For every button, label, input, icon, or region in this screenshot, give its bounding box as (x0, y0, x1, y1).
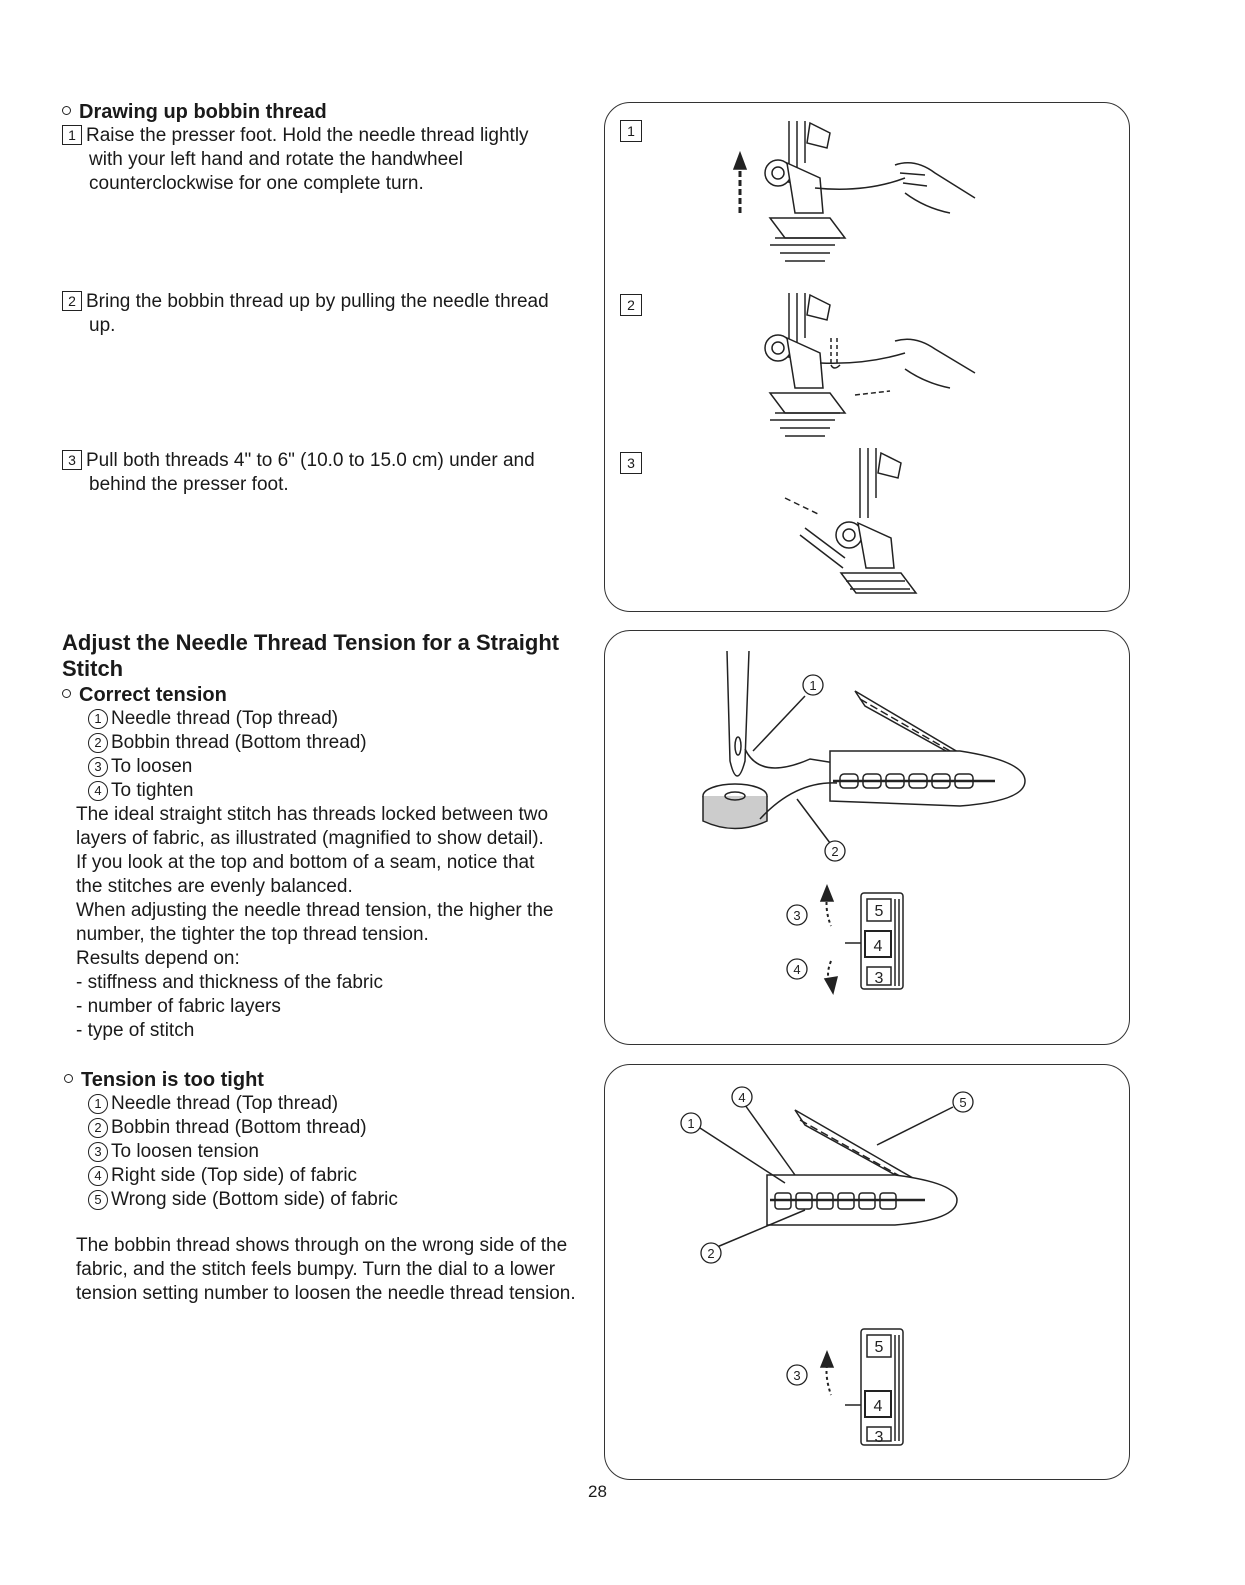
legend-text: To loosen tension (111, 1141, 259, 1162)
step-1-number: 1 (62, 125, 82, 145)
callout-4-label: 4 (738, 1090, 746, 1105)
callout-4-label: 4 (793, 962, 801, 977)
bullet-icon (62, 689, 71, 698)
callout-number: 4 (88, 781, 108, 801)
paragraph-line: The ideal straight stitch has threads locked between two (76, 804, 549, 825)
tension-heading-line: Stitch (62, 656, 124, 681)
callout-number: 5 (88, 1190, 108, 1210)
callout-number: 1 (88, 709, 108, 729)
paragraph-line: Results depend on: (76, 948, 240, 969)
bullet-icon (62, 106, 71, 115)
bobbin-illustration (703, 784, 767, 829)
legend-item (88, 1164, 398, 1188)
paragraph-line: layers of fabric, as illustrated (magnified to show detail). (76, 828, 544, 849)
tight-tension-heading (64, 1068, 264, 1092)
step-3-line: behind the presser foot. (89, 474, 289, 495)
correct-tension-illustration (605, 631, 1129, 1044)
legend-text: To loosen (111, 756, 193, 777)
dial-number-4: 4 (873, 1398, 883, 1415)
legend-text: Right side (Top side) of fabric (111, 1165, 358, 1186)
tension-heading (62, 630, 559, 682)
tight-tension-figure-panel (604, 1064, 1130, 1480)
drawing-heading (62, 100, 327, 124)
step-1-line: counterclockwise for one complete turn. (89, 173, 424, 194)
presser-foot-illustration-3 (785, 448, 916, 593)
callout-number: 2 (88, 733, 108, 753)
dial-number-5: 5 (874, 1339, 884, 1356)
dial-number-5: 5 (874, 903, 884, 920)
callout-2-label: 2 (831, 844, 839, 859)
legend-item (88, 1188, 398, 1212)
paragraph-line: If you look at the top and bottom of a seam, notice that (76, 852, 535, 873)
legend-text: To tighten (111, 780, 194, 801)
tight-tension-illustration (605, 1065, 1129, 1479)
callout-number: 2 (88, 1118, 108, 1138)
callout-2-label: 2 (707, 1246, 715, 1261)
tight-tension-paragraph (76, 1234, 576, 1306)
legend-item (88, 779, 367, 803)
step-2-line: up. (89, 315, 116, 336)
step-3-text (62, 449, 535, 497)
correct-tension-heading (62, 683, 227, 707)
bobbin-steps-illustration (605, 103, 1129, 611)
legend-text: Needle thread (Top thread) (111, 1093, 339, 1114)
presser-foot-illustration-1 (765, 121, 975, 261)
callout-number: 3 (88, 757, 108, 777)
step-3-number: 3 (62, 450, 82, 470)
legend-item (88, 731, 367, 755)
figure-step-2-label: 2 (620, 294, 642, 316)
legend-item (88, 1092, 398, 1116)
presser-foot-illustration-2 (765, 293, 975, 436)
paragraph-line: The bobbin thread shows through on the wrong side of the (76, 1235, 568, 1256)
legend-item (88, 1140, 398, 1164)
step-2-text (62, 290, 549, 338)
correct-tension-legend (88, 707, 367, 803)
dial-number-4: 4 (873, 938, 883, 955)
step-2-number: 2 (62, 291, 82, 311)
correct-tension-paragraph (76, 803, 553, 1043)
callout-5-label: 5 (959, 1095, 967, 1110)
bullet-icon (64, 1074, 73, 1083)
callout-3-label: 3 (793, 908, 801, 923)
step-3-line: Pull both threads 4" to 6" (10.0 to 15.0 cm) under and (86, 450, 535, 471)
paragraph-line: tension setting number to loosen the needle thread tension. (76, 1283, 576, 1304)
page-number: 28 (588, 1482, 607, 1501)
callout-number: 3 (88, 1142, 108, 1162)
legend-text: Needle thread (Top thread) (111, 708, 339, 729)
callout-1-label: 1 (809, 678, 817, 693)
paragraph-line: number, the tighter the top thread tension. (76, 924, 429, 945)
tight-tension-heading-text: Tension is too tight (81, 1069, 264, 1091)
legend-item (88, 755, 367, 779)
step-1-line: Raise the presser foot. Hold the needle thread lightly (86, 125, 529, 146)
tight-tension-legend (88, 1092, 398, 1212)
callout-number: 1 (88, 1094, 108, 1114)
dial-number-3: 3 (874, 970, 884, 987)
bobbin-steps-figure-panel (604, 102, 1130, 612)
legend-text: Bobbin thread (Bottom thread) (111, 1117, 367, 1138)
legend-item (88, 707, 367, 731)
legend-item (88, 1116, 398, 1140)
callout-number: 4 (88, 1166, 108, 1186)
paragraph-line: When adjusting the needle thread tension, the higher the (76, 900, 554, 921)
correct-tension-figure-panel (604, 630, 1130, 1045)
figure-step-1-label: 1 (620, 120, 642, 142)
paragraph-line: fabric, and the stitch feels bumpy. Turn the dial to a lower (76, 1259, 556, 1280)
step-1-text (62, 124, 529, 196)
paragraph-line: - stiffness and thickness of the fabric (76, 972, 383, 993)
step-1-line: with your left hand and rotate the handwheel (89, 149, 463, 170)
needle-illustration (727, 651, 749, 776)
drawing-heading-text: Drawing up bobbin thread (79, 101, 327, 123)
legend-text: Bobbin thread (Bottom thread) (111, 732, 367, 753)
paragraph-line: - number of fabric layers (76, 996, 281, 1017)
step-2-line: Bring the bobbin thread up by pulling the needle thread (86, 291, 549, 312)
figure-step-3-label: 3 (620, 452, 642, 474)
legend-text: Wrong side (Bottom side) of fabric (111, 1189, 398, 1210)
paragraph-line: the stitches are evenly balanced. (76, 876, 353, 897)
callout-3-label: 3 (793, 1368, 801, 1383)
tension-heading-line: Adjust the Needle Thread Tension for a Straight (62, 630, 560, 655)
dial-number-3: 3 (874, 1429, 884, 1446)
callout-1-label: 1 (687, 1116, 695, 1131)
paragraph-line: - type of stitch (76, 1020, 195, 1041)
correct-tension-heading-text: Correct tension (79, 684, 227, 706)
